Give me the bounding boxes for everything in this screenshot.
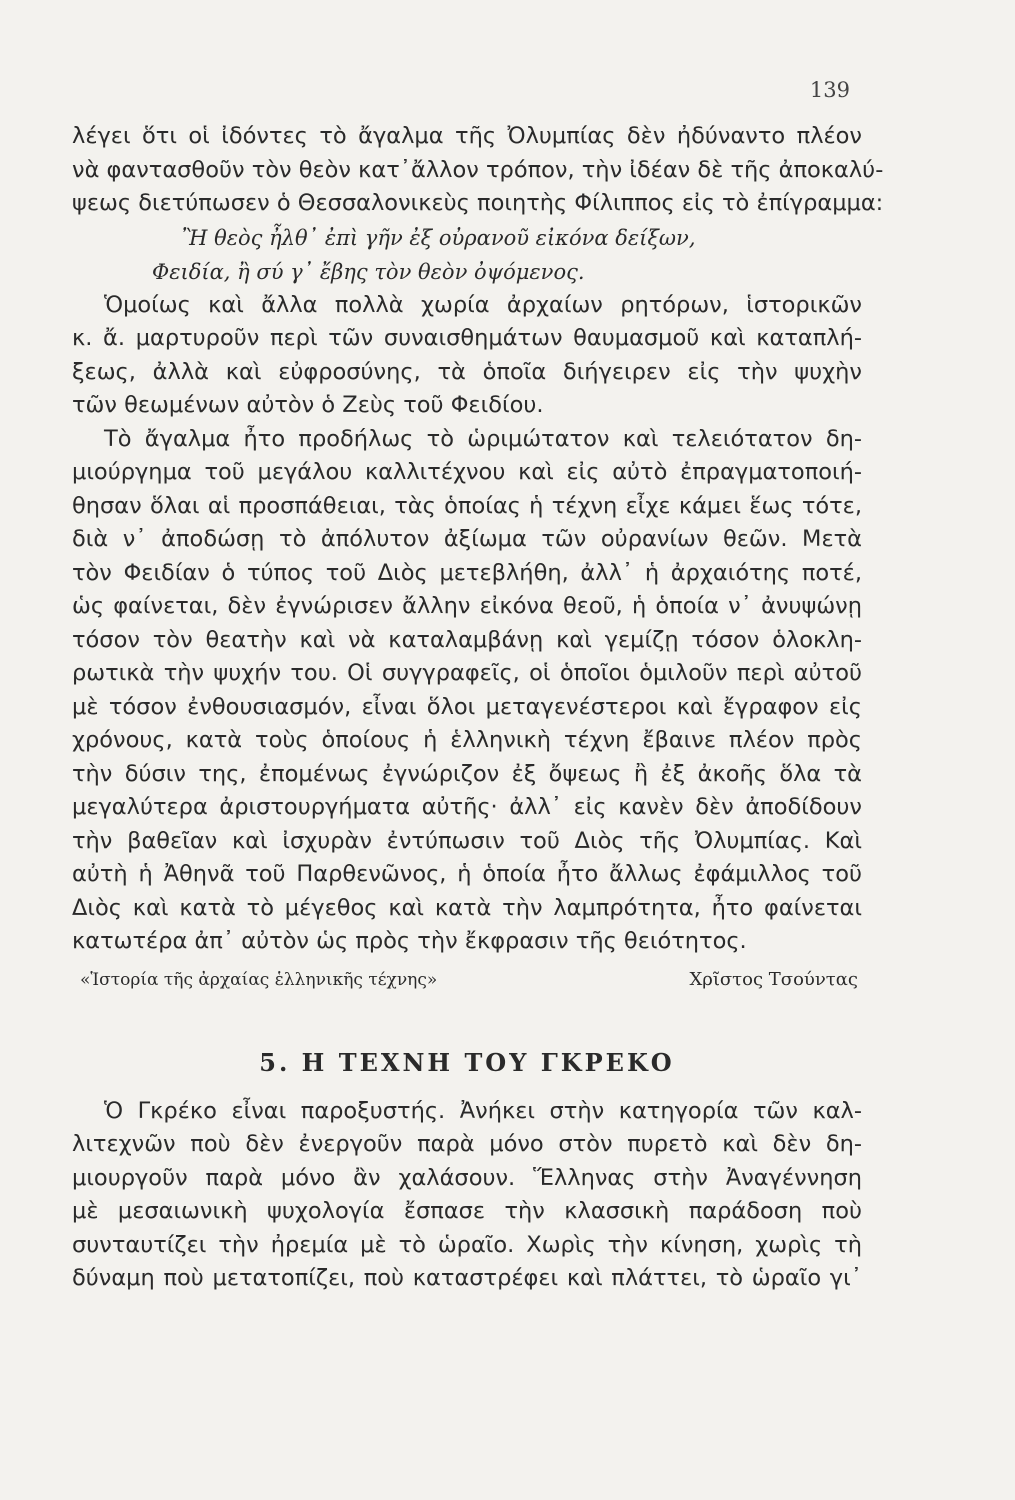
text-line: τῶν θεωμένων αὐτὸν ὁ Ζεὺς τοῦ Φειδίου. (72, 392, 544, 418)
text-line: θησαν ὅλαι αἱ προσπάθειαι, τὰς ὁποίας ἡ τέχνη εἶχε κάμει ἕως τότε, (72, 492, 862, 519)
document-body (72, 120, 884, 1296)
text-line: μεγαλύτερα ἀριστουργήματα αὐτῆς· ἀλλ᾽ εἰς κανὲν δὲν ἀποδίδουν (72, 794, 862, 820)
text-line: διὰ ν᾽ ἀποδώσῃ τὸ ἀπόλυτον ἀξίωμα τῶν οὐρανίων θεῶν. Μετὰ (72, 526, 862, 552)
text-line: μιούργημα τοῦ μεγάλου καλλιτέχνου καὶ εἰς αὐτὸ ἐπραγματοποιή- (72, 459, 862, 485)
text-line: τὴν δύσιν της, ἐπομένως ἐγνώριζον ἐξ ὄψεως ἢ ἐξ ἀκοῆς ὅλα τὰ (72, 760, 862, 787)
paragraph-2 (72, 289, 862, 423)
text-line: ψεως διετύπωσεν ὁ Θεσσαλονικεὺς ποιητὴς Φίλιππος εἰς τὸ ἐπίγραμμα: (72, 190, 884, 216)
text-line: αὐτὴ ἡ Ἀθηνᾶ τοῦ Παρθενῶνος, ἡ ὁποία ἦτο ἄλλως ἐφάμιλλος τοῦ (72, 861, 862, 887)
text-line: μὲ τόσον ἐνθουσιασμόν, εἶναι ὅλοι μεταγενέστεροι καὶ ἔγραφον εἰς (72, 693, 862, 720)
text-line: ξεως, ἀλλὰ καὶ εὐφροσύνης, τὰ ὁποῖα διήγειρεν εἰς τὴν ψυχὴν (72, 358, 862, 385)
paragraph-4 (72, 1095, 862, 1296)
text-line: λιτεχνῶν ποὺ δὲν ἐνεργοῦν παρὰ μόνο στὸν πυρετὸ καὶ δὲν δη- (72, 1131, 862, 1157)
citation (72, 963, 862, 997)
text-line: μιουργοῦν παρὰ μόνο ἂν χαλάσουν. Ἕλληνας στὴν Ἀναγέννηση (72, 1164, 862, 1191)
text-line: Ὁμοίως καὶ ἄλλα πολλὰ χωρία ἀρχαίων ρητόρων, ἱστορικῶν (104, 291, 862, 318)
page-number: 139 (809, 78, 850, 102)
text-line: λέγει ὅτι οἱ ἰδόντες τὸ ἄγαλμα τῆς Ὀλυμπίας δὲν ἠδύναντο πλέον (72, 123, 862, 149)
text-line: κατωτέρα ἀπ᾽ αὐτὸν ὡς πρὸς τὴν ἔκφρασιν τῆς θειότητος. (72, 928, 747, 954)
verse-line: Φειδία, ἢ σύ γ᾽ ἔβης τὸν θεὸν ὀψόμενος. (152, 259, 585, 284)
text-line: νὰ φαντασθοῦν τὸν θεὸν κατ᾽ἄλλον τρόπον, τὴν ἰδέαν δὲ τῆς ἀποκαλύ- (72, 156, 884, 183)
text-line: μὲ μεσαιωνικὴ ψυχολογία ἔσπασε τὴν κλασσικὴ παράδοση ποὺ (72, 1198, 862, 1224)
text-line: κ. ἄ. μαρτυροῦν περὶ τῶν συναισθημάτων θαυμασμοῦ καὶ καταπλή- (72, 325, 862, 351)
citation-source: «Ἱστορία τῆς ἀρχαίας ἑλληνικῆς τέχνης» (80, 969, 438, 990)
text-line: τὴν βαθεῖαν καὶ ἰσχυρὰν ἐντύπωσιν τοῦ Διὸς τῆς Ὀλυμπίας. Καὶ (72, 827, 862, 854)
epigram-verse (72, 221, 862, 289)
text-line: ρωτικὰ τὴν ψυχήν του. Οἱ συγγραφεῖς, οἱ ὁποῖοι ὁμιλοῦν περὶ αὐτοῦ (72, 660, 862, 686)
citation-author: Χρῖστος Τσούντας (689, 968, 858, 990)
text-line: συνταυτίζει τὴν ἠρεμία μὲ τὸ ὡραῖο. Χωρὶς τὴν κίνηση, χωρὶς τὴ (72, 1231, 862, 1258)
verse-line: Ἢ θεὸς ἦλθ᾽ ἐπὶ γῆν ἐξ οὐρανοῦ εἰκόνα δείξων, (182, 225, 696, 250)
text-line: τὸν Φειδίαν ὁ τύπος τοῦ Διὸς μετεβλήθη, ἀλλ᾽ ἡ ἀρχαιότης ποτέ, (72, 559, 862, 586)
section-heading: 5. Η ΤΕΧΝΗ ΤΟΥ ΓΚΡΕΚΟ (259, 1047, 675, 1077)
paragraph-1 (72, 120, 884, 221)
text-line: Διὸς καὶ κατὰ τὸ μέγεθος καὶ κατὰ τὴν λαμπρότητα, ἦτο φαίνεται (72, 894, 862, 921)
text-line: ὡς φαίνεται, δὲν ἐγνώρισεν ἄλλην εἰκόνα θεοῦ, ἡ ὁποία ν᾽ ἀνυψώνῃ (72, 593, 862, 619)
text-line: τόσον τὸν θεατὴν καὶ νὰ καταλαμβάνῃ καὶ γεμίζῃ τόσον ὁλοκλη- (72, 626, 862, 653)
text-line: Τὸ ἄγαλμα ἦτο προδήλως τὸ ὡριμώτατον καὶ τελειότατον δη- (104, 425, 862, 452)
text-line: δύναμη ποὺ μετατοπίζει, ποὺ καταστρέφει καὶ πλάττει, τὸ ὡραῖο γι᾽ (72, 1265, 862, 1291)
text-line: Ὁ Γκρέκο εἶναι παροξυστής. Ἀνήκει στὴν κατηγορία τῶν καλ- (104, 1097, 862, 1124)
text-line: χρόνους, κατὰ τοὺς ὁποίους ἡ ἑλληνικὴ τέχνη ἔβαινε πλέον πρὸς (72, 727, 862, 753)
paragraph-3 (72, 423, 862, 959)
